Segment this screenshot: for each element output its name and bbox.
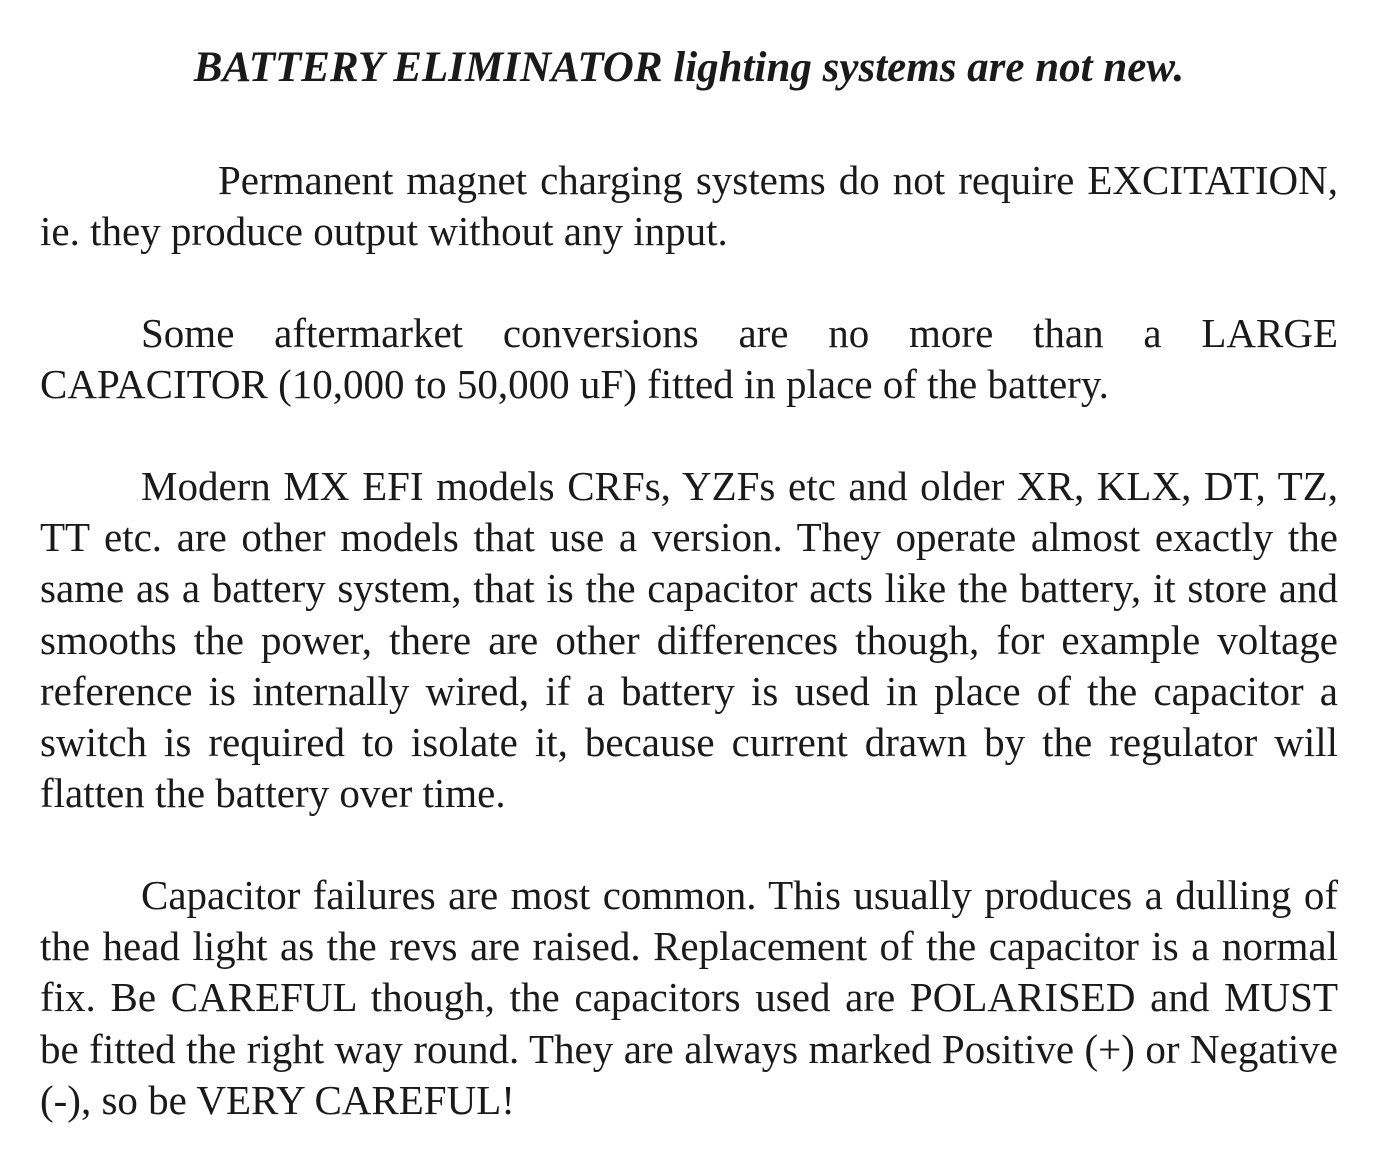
paragraph-capacitor-failures: Capacitor failures are most common. This usually produces a dulling of the head light as the revs are raised. Replacement of the capacitor is a normal fix. Be CAREFUL though, the capacitors used are POLARISED and MUST be fitted the right way round. They are always marked Positive (+) or Negative (-), so be VERY CAREFUL! <box>40 872 1338 1123</box>
paragraph-aftermarket-conversions: Some aftermarket conversions are no more than a LARGE CAPACITOR (10,000 to 50,000 uF) fitted in place of the battery. <box>40 310 1338 408</box>
paragraph-modern-mx-models: Modern MX EFI models CRFs, YZFs etc and older XR, KLX, DT, TZ, TT etc. are other models that use a version. They operate almost exactly the same as a battery system, that is the capacitor acts like the battery, it store and smooths the power, there are other differences though, for example voltage reference is internally wired, if a battery is used in place of the capacitor a switch is required to isolate it, because current drawn by the regulator will flatten the battery over time. <box>40 463 1338 817</box>
page-title: BATTERY ELIMINATOR lighting systems are not new. <box>193 44 1185 91</box>
paragraph-permanent-magnet: Permanent magnet charging systems do not require EXCITATION, ie. they produce output without any input. <box>40 157 1338 255</box>
